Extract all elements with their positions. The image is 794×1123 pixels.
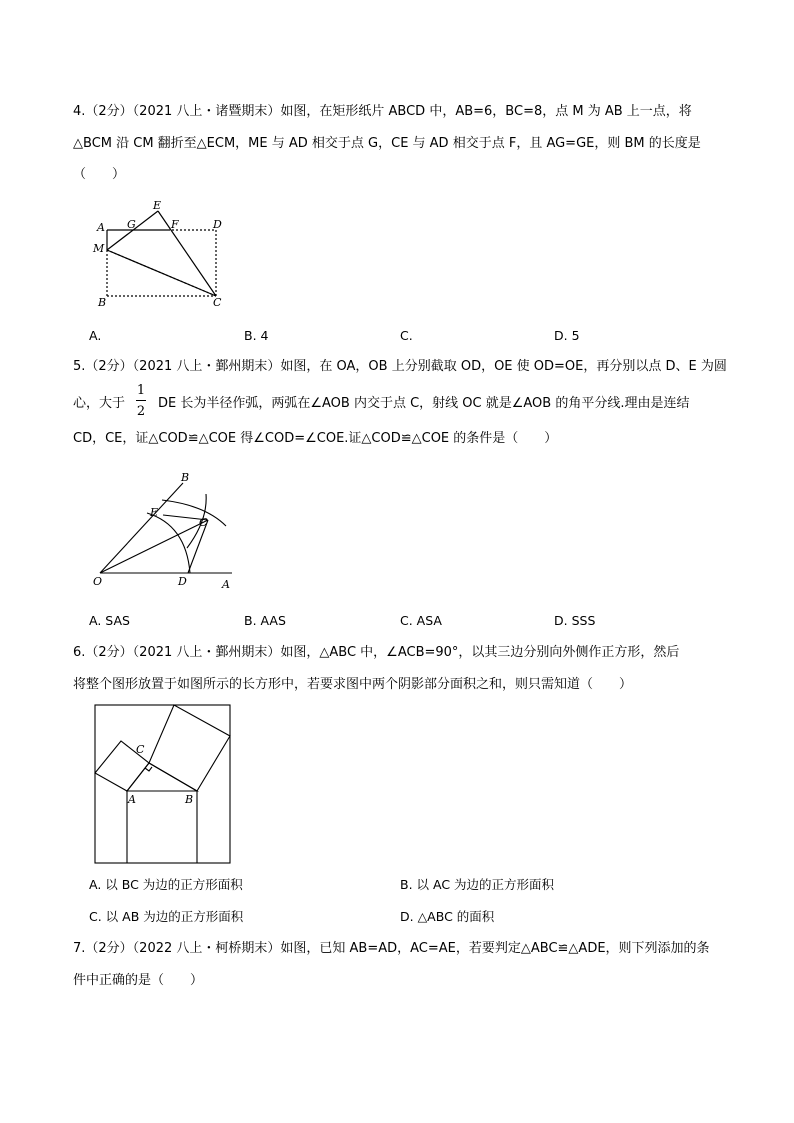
q7-stem-line1: 7.（2分）（2022 八上・柯桥期末）如图，已知 AB=AD，AC=AE，若要判定△ABC≌△ADE，则下列添加的条: [73, 941, 710, 956]
q4-label-m: M: [93, 242, 105, 255]
q4-stem-line1: 4.（2分）（2021 八上・诸暨期末）如图，在矩形纸片 ABCD 中，AB=6，BC=8，点 M 为 AB 上一点，将: [73, 104, 692, 119]
q5-label-a: A: [222, 578, 230, 591]
q5-stem-line2b: DE 长为半径作弧，两弧在∠AOB 内交于点 C，射线 OC 就是∠AOB 的角平分线.理由是连结: [158, 396, 690, 411]
q4-option-b[interactable]: B. 4: [244, 328, 269, 343]
q4-label-c: C: [213, 296, 222, 309]
q6-option-a[interactable]: A. 以 BC 为边的正方形面积: [89, 877, 243, 892]
q4-stem-line3: （ ）: [73, 167, 126, 182]
q5-fraction-denominator: 2: [136, 404, 146, 419]
q4-option-c[interactable]: C.: [400, 328, 413, 343]
q6-stem-line1: 6.（2分）（2021 八上・鄞州期末）如图，△ABC 中，∠ACB=90°，以其三边分别向外侧作正方形，然后: [73, 645, 680, 660]
q6-label-b: B: [185, 793, 194, 806]
q4-option-a[interactable]: A.: [89, 328, 102, 343]
q7-stem-line2: 件中正确的是（ ）: [73, 973, 204, 988]
q6-option-b[interactable]: B. 以 AC 为边的正方形面积: [400, 877, 555, 892]
q5-fraction-numerator: 1: [136, 383, 146, 398]
q5-label-e: E: [150, 506, 159, 519]
q4-label-f: F: [171, 218, 179, 231]
q4-option-d[interactable]: D. 5: [554, 328, 580, 343]
q5-label-b: B: [181, 471, 190, 484]
q5-stem-line3: CD，CE，证△COD≌△COE 得∠COD=∠COE.证△COD≌△COE 的条件是（ ）: [73, 431, 558, 446]
q6-stem-line2: 将整个图形放置于如图所示的长方形中，若要求图中两个阴影部分面积之和，则只需知道（ ）: [73, 677, 633, 692]
q4-label-b: B: [98, 296, 107, 309]
q4-label-e: E: [153, 199, 162, 212]
q4-stem-line2: △BCM 沿 CM 翻折至△ECM，ME 与 AD 相交于点 G，CE 与 AD 相交于点 F，且 AG=GE，则 BM 的长度是: [73, 136, 701, 151]
q5-option-b[interactable]: B. AAS: [244, 613, 286, 628]
q5-label-d: D: [178, 575, 187, 588]
q5-option-c[interactable]: C. ASA: [400, 613, 442, 628]
q5-label-c: C: [199, 516, 208, 529]
q4-label-g: G: [127, 218, 136, 231]
q6-option-c[interactable]: C. 以 AB 为边的正方形面积: [89, 909, 244, 924]
q6-label-c: C: [136, 743, 145, 756]
q4-label-d: D: [213, 218, 222, 231]
q6-square-bc: [149, 705, 230, 791]
q4-label-a: A: [97, 221, 105, 234]
q6-option-d[interactable]: D. △ABC 的面积: [400, 909, 495, 924]
q6-label-a: A: [128, 793, 136, 806]
q5-option-a[interactable]: A. SAS: [89, 613, 130, 628]
q5-stem-line1: 5.（2分）（2021 八上・鄞州期末）如图，在 OA，OB 上分别截取 OD，OE 使 OD=OE，再分别以点 D、E 为圆: [73, 359, 727, 374]
q5-label-o: O: [93, 575, 103, 588]
q5-option-d[interactable]: D. SSS: [554, 613, 596, 628]
q5-stem-line2a: 心，大于: [73, 396, 126, 411]
